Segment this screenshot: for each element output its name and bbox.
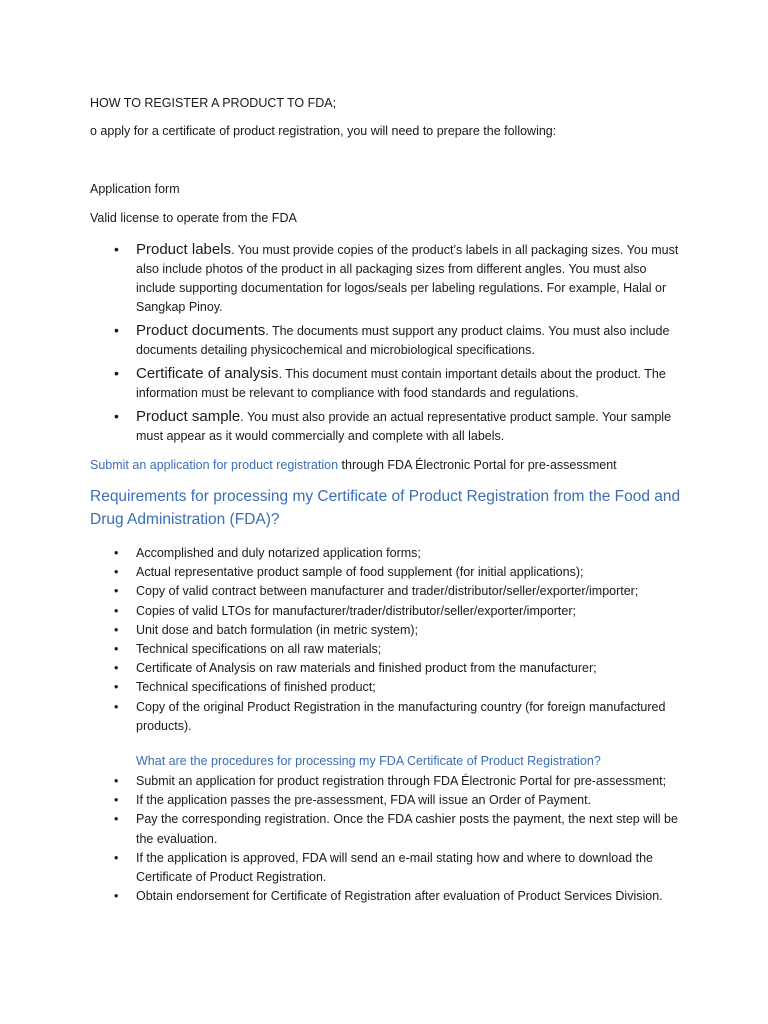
document-title: HOW TO REGISTER A PRODUCT TO FDA; [90, 96, 337, 110]
list-item [90, 364, 680, 403]
bullet-icon: • [114, 850, 119, 865]
intro-paragraph: o apply for a certificate of product registration, you will need to prepare the following: [90, 124, 557, 138]
bullet-icon: • [114, 680, 119, 695]
bullet-icon: • [114, 774, 119, 788]
list-item [90, 887, 680, 906]
list-item-text: . You must also provide an actual representative product sample. Your sample must appear as it would commercially and complete with all labels. [136, 410, 672, 443]
procedures-list [90, 772, 680, 906]
list-item-term: Product sample [136, 408, 241, 425]
bullet-icon: • [114, 889, 119, 904]
list-item [90, 602, 680, 621]
bullet-icon: • [114, 603, 119, 618]
list-item-term: Certificate of analysis [136, 365, 279, 382]
requirements-heading: Requirements for processing my Certificate of Product Registration from the Food and Drug Administration (FDA)? [90, 488, 681, 528]
list-item [90, 621, 680, 640]
list-item-text: Submit an application for product registration through FDA Électronic Portal for pre-assessment; [136, 774, 667, 788]
bullet-icon: • [114, 546, 119, 560]
list-item [90, 544, 680, 563]
list-item-text: Obtain endorsement for Certificate of Registration after evaluation of Product Services Division. [136, 889, 663, 904]
list-item [90, 678, 680, 697]
list-item-text: If the application passes the pre-assessment, FDA will issue an Order of Payment. [136, 793, 592, 808]
list-item-text: . The documents must support any product claims. You must also include documents detailing physicochemical and microbiological specifications. [136, 324, 670, 357]
submit-application-line [90, 456, 617, 474]
documents-list [90, 240, 680, 450]
list-item [90, 772, 680, 791]
list-item [90, 640, 680, 659]
list-item [90, 698, 680, 736]
bullet-icon: • [114, 661, 119, 676]
list-item-text: If the application is approved, FDA will send an e-mail stating how and where to download the Certificate of Product Registration. [136, 850, 653, 885]
list-item-text: Certificate of Analysis on raw materials and finished product from the manufacturer; [136, 661, 597, 676]
list-item [90, 849, 680, 887]
list-item-term: Product documents [136, 322, 266, 339]
list-item-text: Copy of the original Product Registration in the manufacturing country (for foreign manufactured products). [136, 699, 666, 733]
list-item-text: Actual representative product sample of food supplement (for initial applications); [136, 565, 584, 580]
list-item [90, 240, 680, 317]
bullet-icon: • [114, 565, 119, 580]
list-item [90, 659, 680, 678]
list-item-text: . This document must contain important details about the product. The information must be relevant to compliance with food standards and regulations. [136, 367, 666, 400]
list-item-text: Copies of valid LTOs for manufacturer/trader/distributor/seller/exporter/importer; [136, 603, 576, 618]
list-item-text: Technical specifications on all raw materials; [136, 642, 382, 657]
list-item-text: Accomplished and duly notarized application forms; [136, 546, 421, 560]
bullet-icon: • [114, 622, 119, 637]
application-form-line: Application form [90, 182, 180, 196]
valid-license-line: Valid license to operate from the FDA [90, 211, 297, 225]
submit-application-rest: through FDA Électronic Portal for pre-assessment [338, 458, 617, 472]
procedures-heading: What are the procedures for processing my FDA Certificate of Product Registration? [136, 754, 601, 768]
list-item [90, 791, 680, 810]
requirements-list [90, 544, 680, 736]
bullet-icon: • [114, 699, 119, 714]
bullet-icon: • [114, 365, 119, 381]
list-item [90, 582, 680, 601]
list-item-text: Unit dose and batch formulation (in metric system); [136, 622, 419, 637]
list-item-text: Pay the corresponding registration. Once the FDA cashier posts the payment, the next step will be the evaluation. [136, 812, 678, 846]
list-item-text: Technical specifications of finished product; [136, 680, 376, 695]
list-item-term: Product labels [136, 241, 232, 258]
bullet-icon: • [114, 642, 119, 657]
list-item [90, 810, 680, 848]
submit-application-link[interactable]: Submit an application for product registration [90, 458, 339, 472]
bullet-icon: • [114, 812, 119, 827]
list-item-text: Copy of valid contract between manufacturer and trader/distributor/seller/exporter/importer; [136, 584, 639, 599]
bullet-icon: • [114, 584, 119, 599]
list-item [90, 407, 680, 446]
bullet-icon: • [114, 322, 119, 338]
list-item [90, 321, 680, 360]
list-item-text: . You must provide copies of the product’s labels in all packaging sizes. You must also include photos of the product in all packaging sizes from different angles. You must also include supporting documentation for logos/seals per labeling regulations. For example, Halal or Sangkap Pinoy. [136, 243, 679, 314]
bullet-icon: • [114, 241, 119, 257]
bullet-icon: • [114, 793, 119, 808]
list-item [90, 563, 680, 582]
bullet-icon: • [114, 408, 119, 424]
